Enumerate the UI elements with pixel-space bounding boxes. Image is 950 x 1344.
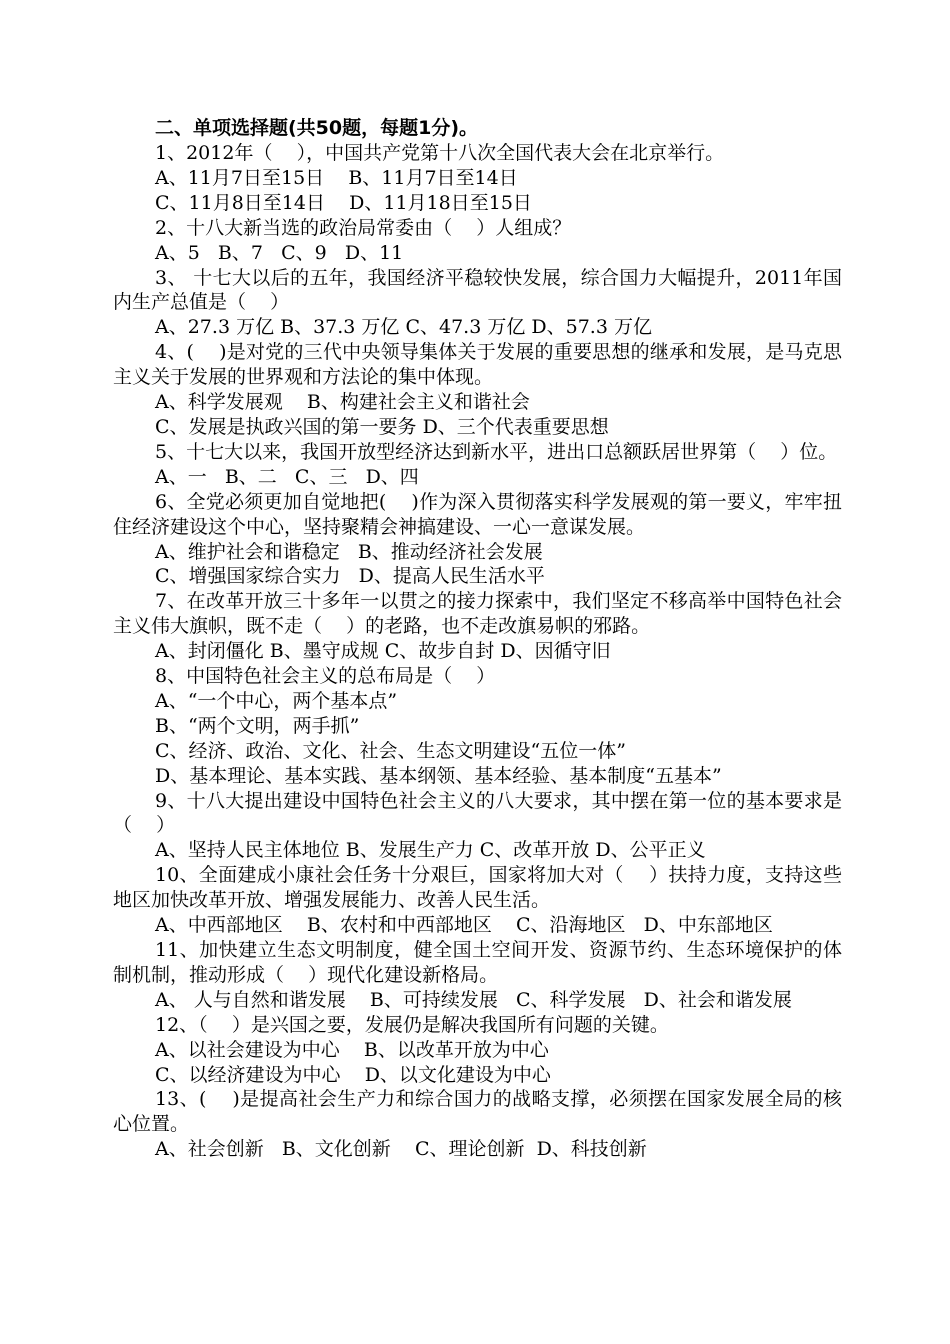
q4-options-cd: C、发展是执政兴国的第一要务 D、三个代表重要思想 (155, 415, 609, 438)
q8-option-c: C、经济、政治、文化、社会、生态文明建设“五位一体” (155, 739, 626, 762)
q8-option-d: D、基本理论、基本实践、基本纲领、基本经验、基本制度“五基本” (155, 764, 722, 787)
q1-options-ab: A、11月7日至15日 B、11月7日至14日 (155, 166, 518, 189)
q6-options-cd: C、增强国家综合实力 D、提高人民生活水平 (155, 565, 545, 588)
q9-options: A、坚持人民主体地位 B、发展生产力 C、改革开放 D、公平正义 (155, 839, 706, 862)
q3-options: A、27.3 万亿 B、37.3 万亿 C、47.3 万亿 D、57.3 万亿 (155, 316, 652, 339)
q10-options: A、中西部地区 B、农村和中西部地区 C、沿海地区 D、中东部地区 (155, 914, 773, 937)
q13-text: 13、( )是提高社会生产力和综合国力的战略支撑，必须摆在国家发展全局的核心位置。 (113, 1088, 842, 1136)
q12-text: 12、（ ）是兴国之要，发展仍是解决我国所有问题的关键。 (155, 1013, 669, 1036)
q2-text: 2、十八大新当选的政治局常委由（ ）人组成？ (155, 216, 572, 239)
q10-text: 10、全面建成小康社会任务十分艰巨，国家将加大对（ ）扶持力度，支持这些地区加快改革开放、增强发展能力、改善人民生活。 (113, 864, 842, 912)
q13-options: A、社会创新 B、文化创新 C、理论创新 D、科技创新 (155, 1138, 647, 1161)
q3-text: 3、 十七大以后的五年，我国经济平稳较快发展，综合国力大幅提升，2011年国内生产总值是（ ） (113, 266, 842, 314)
q11-options: A、 人与自然和谐发展 B、可持续发展 C、科学发展 D、社会和谐发展 (155, 988, 792, 1011)
q11-text: 11、加快建立生态文明制度，健全国土空间开发、资源节约、生态环境保护的体制机制，推动形成（ ）现代化建设新格局。 (113, 939, 842, 986)
q7-options: A、封闭僵化 B、墨守成规 C、故步自封 D、因循守旧 (155, 640, 611, 663)
q8-option-a: A、“一个中心，两个基本点” (155, 689, 398, 712)
q5-text: 5、十七大以来，我国开放型经济达到新水平，进出口总额跃居世界第（ ）位。 (155, 440, 838, 463)
q4-text: 4、( )是对党的三代中央领导集体关于发展的重要思想的继承和发展，是马克思主义关于发展的世界观和方法论的集中体现。 (113, 341, 842, 389)
q1-options-cd: C、11月8日至14日 D、11月18日至15日 (155, 191, 532, 214)
q9-text: 9、十八大提出建设中国特色社会主义的八大要求，其中摆在第一位的基本要求是（ ） (113, 789, 842, 837)
q8-text: 8、中国特色社会主义的总布局是（ ） (155, 665, 496, 688)
q5-options: A、一 B、二 C、三 D、四 (155, 465, 419, 488)
q8-option-b: B、“两个文明，两手抓” (155, 714, 360, 737)
q1-text: 1、2012年（ ），中国共产党第十八次全国代表大会在北京举行。 (155, 142, 725, 164)
q6-options-ab: A、维护社会和谐稳定 B、推动经济社会发展 (155, 540, 543, 563)
q4-options-ab: A、科学发展观 B、构建社会主义和谐社会 (155, 391, 530, 414)
section-heading: 二、单项选择题(共50题，每题1分)。 (155, 117, 479, 139)
q7-text: 7、在改革开放三十多年一以贯之的接力探索中，我们坚定不移高举中国特色社会主义伟大旗帜，既不走（ ）的老路，也不走改旗易帜的邪路。 (113, 590, 842, 638)
q12-options-cd: C、以经济建设为中心 D、以文化建设为中心 (155, 1063, 551, 1086)
q2-options: A、5 B、7 C、9 D、11 (155, 241, 404, 264)
q6-text: 6、全党必须更加自觉地把( )作为深入贯彻落实科学发展观的第一要义，牢牢扭住经济建设这个中心，坚持聚精会神搞建设、一心一意谋发展。 (113, 490, 842, 538)
q12-options-ab: A、以社会建设为中心 B、以改革开放为中心 (155, 1038, 549, 1061)
